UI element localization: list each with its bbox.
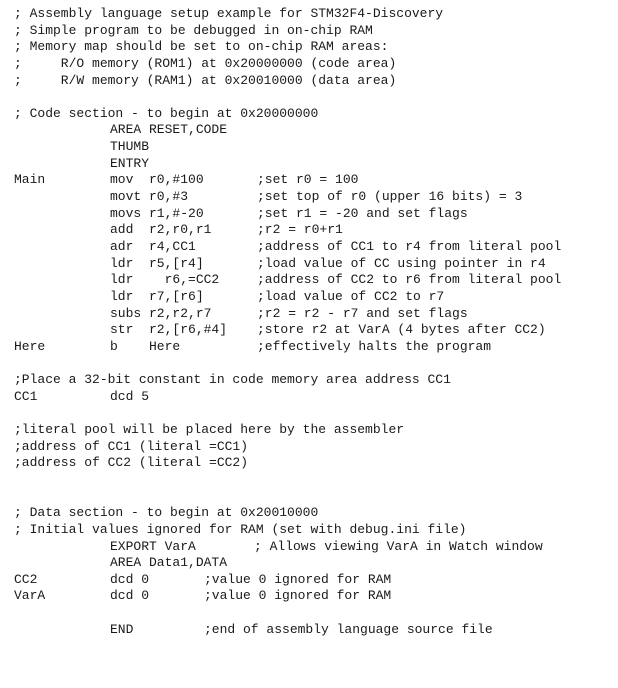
code-instruction: dcd 0 — [110, 571, 150, 587]
literal-comment-line — [14, 438, 249, 456]
code-instruction: ldr r6,=CC2 — [110, 272, 220, 288]
code-comment: ;end of assembly language source file — [204, 621, 493, 637]
code-instruction: adr r4,CC1 — [110, 238, 196, 254]
code-line — [14, 172, 359, 189]
code-comment: ;set top of r0 (upper 16 bits) = 3 — [257, 189, 523, 205]
header-comment-line — [14, 55, 397, 73]
code-label: Main — [14, 172, 46, 188]
code-label: Here — [14, 338, 46, 354]
code-comment: ;r2 = r2 - r7 and set flags — [257, 305, 468, 321]
code-line — [14, 322, 546, 339]
directive-text: AREA RESET,CODE — [110, 122, 228, 138]
code-instruction: dcd 5 — [110, 388, 150, 404]
code-comment: ;store r2 at VarA (4 bytes after CC2) — [257, 322, 546, 338]
code-comment: ;load value of CC2 to r7 — [257, 288, 445, 304]
comment-text: ;address of CC1 (literal =CC1) — [14, 438, 249, 454]
header-comment-line — [14, 72, 397, 90]
blank-line — [14, 489, 45, 506]
directive-text: AREA Data1,DATA — [110, 555, 228, 571]
code-comment: ;set r0 = 100 — [257, 172, 359, 188]
comment-text: ; R/W memory (RAM1) at 0x20010000 (data area) — [14, 72, 397, 88]
data-line — [14, 571, 392, 589]
blank-line — [14, 405, 45, 422]
directive-text: THUMB — [110, 139, 150, 155]
code-line — [14, 189, 523, 206]
end-line — [14, 621, 493, 639]
code-instruction: subs r2,r2,r7 — [110, 305, 212, 321]
code-line — [14, 222, 343, 239]
export-line — [14, 538, 543, 556]
code-comment: ;address of CC2 to r6 from literal pool — [257, 272, 562, 288]
constant-comment — [14, 372, 451, 389]
code-comment: ; Allows viewing VarA in Watch window — [254, 538, 543, 554]
header-comment-line — [14, 22, 373, 40]
code-label: VarA — [14, 588, 46, 604]
directive-line — [14, 122, 228, 139]
assembly-source-listing — [14, 6, 562, 638]
comment-text: ; Simple program to be debugged in on-chip RAM — [14, 22, 373, 38]
code-instruction: EXPORT VarA — [110, 538, 196, 554]
code-instruction: b Here — [110, 338, 181, 354]
code-line — [14, 255, 546, 273]
directive-line — [14, 139, 150, 156]
code-instruction: dcd 0 — [110, 588, 150, 604]
code-instruction: END — [110, 621, 134, 637]
comment-text: ; Initial values ignored for RAM (set with debug.ini file) — [14, 521, 467, 537]
literal-comment-line — [14, 455, 249, 472]
code-section-comment — [14, 105, 319, 123]
header-comment-line — [14, 6, 444, 23]
comment-text: ; Data section - to begin at 0x20010000 — [14, 505, 319, 521]
code-instruction: movs r1,#-20 — [110, 205, 204, 221]
data-section-comment — [14, 505, 319, 522]
code-comment: ;value 0 ignored for RAM — [204, 588, 392, 604]
code-comment: ;value 0 ignored for RAM — [204, 571, 392, 587]
blank-line — [14, 472, 45, 489]
code-line — [14, 305, 468, 323]
blank-line — [14, 89, 45, 106]
comment-text: ; Memory map should be set to on-chip RAM areas: — [14, 39, 389, 55]
header-comment-line — [14, 39, 389, 56]
code-instruction: ldr r5,[r4] — [110, 255, 204, 271]
code-instruction: movt r0,#3 — [110, 189, 189, 205]
code-line — [14, 288, 445, 306]
code-instruction: str r2,[r6,#4] — [110, 322, 228, 338]
directive-line — [14, 555, 228, 572]
code-line — [14, 238, 562, 256]
code-comment: ;effectively halts the program — [257, 338, 492, 354]
data-section-comment — [14, 521, 467, 539]
data-line — [14, 588, 392, 605]
code-line — [14, 272, 562, 289]
blank-line — [14, 605, 45, 622]
comment-text: ;address of CC2 (literal =CC2) — [14, 455, 249, 471]
comment-text: ; R/O memory (ROM1) at 0x20000000 (code area) — [14, 55, 397, 71]
comment-text: ; Assembly language setup example for STM32F4-Discovery — [14, 6, 444, 21]
code-instruction: mov r0,#100 — [110, 172, 204, 188]
code-comment: ;set r1 = -20 and set flags — [257, 205, 468, 221]
code-comment: ;address of CC1 to r4 from literal pool — [257, 238, 562, 254]
code-label: CC2 — [14, 571, 38, 587]
comment-text: ; Code section - to begin at 0x20000000 — [14, 105, 319, 121]
blank-line — [14, 355, 45, 372]
code-instruction: add r2,r0,r1 — [110, 222, 212, 238]
code-line — [14, 205, 468, 223]
comment-text: ;literal pool will be placed here by the assembler — [14, 422, 405, 438]
code-comment: ;load value of CC using pointer in r4 — [257, 255, 546, 271]
constant-line — [14, 388, 150, 406]
code-instruction: ldr r7,[r6] — [110, 288, 204, 304]
directive-line — [14, 155, 150, 173]
comment-text: ;Place a 32-bit constant in code memory area address CC1 — [14, 372, 451, 388]
directive-text: ENTRY — [110, 155, 150, 171]
code-label: CC1 — [14, 388, 38, 404]
code-line — [14, 338, 492, 356]
code-comment: ;r2 = r0+r1 — [257, 222, 343, 238]
literal-comment-line — [14, 422, 405, 439]
